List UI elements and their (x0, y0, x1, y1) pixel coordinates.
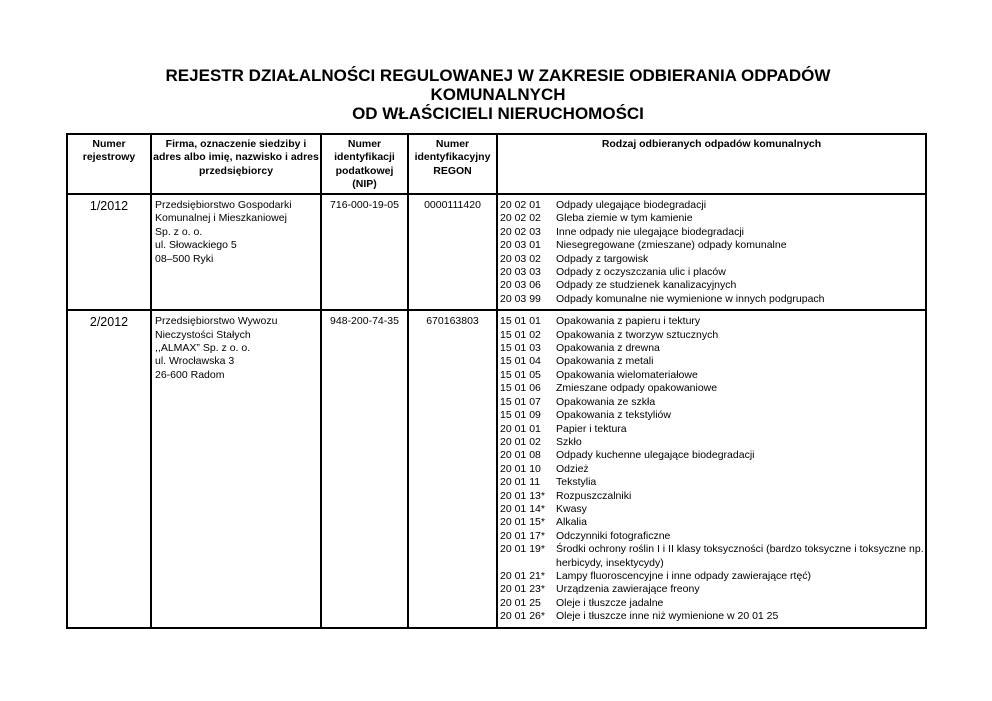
waste-code: 20 01 21* (500, 569, 545, 582)
waste-code: 15 01 01 (500, 315, 541, 328)
waste-item (500, 476, 925, 489)
waste-description: Opakowania z tworzyw sztucznych (556, 328, 719, 341)
waste-code: 20 01 02 (500, 435, 541, 448)
title-line-1: REJESTR DZIAŁALNOŚCI REGULOWANEJ W ZAKRESIE ODBIERANIA ODPADÓW (165, 66, 831, 85)
waste-description: Niesegregowane (zmieszane) odpady komunalne (556, 239, 787, 252)
waste-code: 20 02 03 (500, 225, 541, 238)
regon-cell: 670163803 (408, 310, 497, 627)
header-nip: Numer identyfikacji podatkowej (NIP) (321, 134, 408, 194)
waste-code: 20 01 10 (500, 462, 541, 475)
waste-description: Odczynniki fotograficzne (556, 529, 671, 542)
waste-code: 20 02 02 (500, 212, 541, 225)
company-line: 08–500 Ryki (155, 252, 214, 265)
table-row (67, 310, 926, 627)
waste-description: Inne odpady nie ulegające biodegradacji (556, 225, 744, 238)
waste-item (500, 436, 925, 449)
company-line: ul. Wrocławska 3 (155, 355, 235, 368)
waste-item (500, 199, 925, 212)
waste-item (500, 530, 925, 543)
register-number: 2/2012 (67, 310, 151, 627)
waste-code: 20 01 23* (500, 583, 545, 596)
header-row (67, 134, 926, 194)
waste-description: Opakowania z papieru i tektury (556, 315, 701, 328)
company-cell (151, 310, 321, 627)
waste-item (500, 226, 925, 239)
company-cell (151, 194, 321, 310)
waste-code: 20 03 02 (500, 252, 541, 265)
waste-description: Odpady komunalne nie wymienione w innych podgrupach (556, 292, 825, 305)
title-line-3: OD WŁAŚCICIELI NIERUCHOMOŚCI (352, 104, 644, 123)
waste-item (500, 463, 925, 476)
waste-item (500, 253, 925, 266)
waste-description: Szkło (556, 435, 582, 448)
waste-description: Odpady ulegające biodegradacji (556, 199, 707, 211)
waste-code: 20 03 99 (500, 292, 541, 305)
waste-list (497, 194, 926, 310)
waste-description: Zmieszane odpady opakowaniowe (556, 382, 718, 395)
waste-item (500, 503, 925, 516)
waste-description: Lampy fluoroscencyjne i inne odpady zawierające rtęć) (556, 569, 812, 582)
waste-description: Opakowania z tekstyliów (556, 409, 671, 422)
waste-item (500, 212, 925, 225)
waste-description: Odpady z targowisk (556, 252, 649, 265)
table-row (67, 194, 926, 310)
waste-item (500, 516, 925, 529)
waste-item (500, 315, 925, 328)
waste-code: 20 01 15* (500, 516, 545, 529)
waste-item (500, 610, 925, 623)
waste-item (500, 423, 925, 436)
page-title (66, 66, 930, 123)
waste-item (500, 329, 925, 342)
waste-description: Alkalia (556, 516, 587, 529)
header-company: Firma, oznaczenie siedziby i adres albo imię, nazwisko i adres przedsiębiorcy (151, 134, 321, 194)
waste-description: Rozpuszczalniki (556, 489, 632, 502)
company-line: ul. Słowackiego 5 (155, 239, 237, 252)
waste-item (500, 583, 925, 596)
register-table (66, 133, 927, 629)
waste-description: Tekstylia (556, 476, 597, 489)
waste-item (500, 279, 925, 292)
waste-description: Gleba ziemie w tym kamienie (556, 212, 693, 225)
waste-item (500, 597, 925, 610)
waste-item (500, 570, 925, 583)
waste-item (500, 369, 925, 382)
company-line: Przedsiębiorstwo Gospodarki (155, 199, 292, 211)
company-line: Przedsiębiorstwo Wywozu (155, 315, 278, 328)
nip-cell: 948-200-74-35 (321, 310, 408, 627)
waste-description: Opakowania z drewna (556, 342, 660, 355)
waste-description: Opakowania ze szkła (556, 395, 656, 408)
waste-code: 15 01 03 (500, 342, 541, 355)
waste-description: Oleje i tłuszcze jadalne (556, 596, 664, 609)
regon-cell: 0000111420 (408, 194, 497, 310)
waste-code: 15 01 09 (500, 409, 541, 422)
waste-description: Kwasy (556, 502, 587, 515)
header-regon: Numer identyfikacyjny REGON (408, 134, 497, 194)
waste-item (500, 490, 925, 503)
waste-description: Urządzenia zawierające freony (556, 583, 700, 596)
waste-code: 15 01 02 (500, 328, 541, 341)
waste-description: Papier i tektura (556, 422, 627, 435)
waste-item (500, 543, 925, 570)
header-waste-types: Rodzaj odbieranych odpadów komunalnych (497, 134, 926, 194)
waste-item (500, 342, 925, 355)
waste-item (500, 409, 925, 422)
company-line: Nieczystości Stałych (155, 328, 251, 341)
waste-code: 20 01 14* (500, 502, 545, 515)
waste-code: 20 01 13* (500, 489, 545, 502)
waste-item (500, 293, 925, 306)
waste-description: Odpady ze studzienek kanalizacyjnych (556, 279, 737, 292)
waste-code: 15 01 04 (500, 355, 541, 368)
waste-code: 20 01 26* (500, 610, 545, 623)
title-line-2: KOMUNALNYCH (430, 85, 566, 104)
waste-code: 20 01 01 (500, 422, 541, 435)
waste-code: 20 01 19* (500, 543, 545, 556)
waste-code: 15 01 05 (500, 368, 541, 381)
nip-cell: 716-000-19-05 (321, 194, 408, 310)
waste-item (500, 396, 925, 409)
company-line: Komunalnej i Mieszkaniowej (155, 212, 287, 225)
waste-description: Oleje i tłuszcze inne niż wymienione w 20 01 25 (556, 610, 779, 623)
waste-item (500, 382, 925, 395)
waste-description: Odzież (556, 462, 589, 475)
waste-item (500, 355, 925, 368)
waste-item (500, 449, 925, 462)
waste-list (497, 310, 926, 627)
waste-description: Środki ochrony roślin I i II klasy toksyczności (bardzo toksyczne i toksyczne np. herbicydy, insektycydy) (556, 543, 924, 569)
waste-code: 20 01 08 (500, 449, 541, 462)
waste-description: Odpady z oczyszczania ulic i placów (556, 266, 726, 279)
waste-code: 20 02 01 (500, 199, 541, 211)
waste-code: 20 01 25 (500, 596, 541, 609)
waste-code: 20 01 17* (500, 529, 545, 542)
register-number: 1/2012 (67, 194, 151, 310)
waste-code: 20 01 11 (500, 476, 541, 489)
waste-item (500, 266, 925, 279)
waste-description: Opakowania z metali (556, 355, 654, 368)
company-line: 26-600 Radom (155, 368, 225, 381)
waste-code: 20 03 06 (500, 279, 541, 292)
company-line: Sp. z o. o. (155, 225, 203, 238)
header-register-number: Numer rejestrowy (67, 134, 151, 194)
waste-description: Odpady kuchenne ulegające biodegradacji (556, 449, 755, 462)
waste-code: 20 03 01 (500, 239, 541, 252)
waste-code: 15 01 06 (500, 382, 541, 395)
waste-code: 20 03 03 (500, 266, 541, 279)
waste-code: 15 01 07 (500, 395, 541, 408)
company-line: ,,ALMAX” Sp. z o. o. (155, 342, 251, 355)
waste-item (500, 239, 925, 252)
waste-description: Opakowania wielomateriałowe (556, 368, 698, 381)
